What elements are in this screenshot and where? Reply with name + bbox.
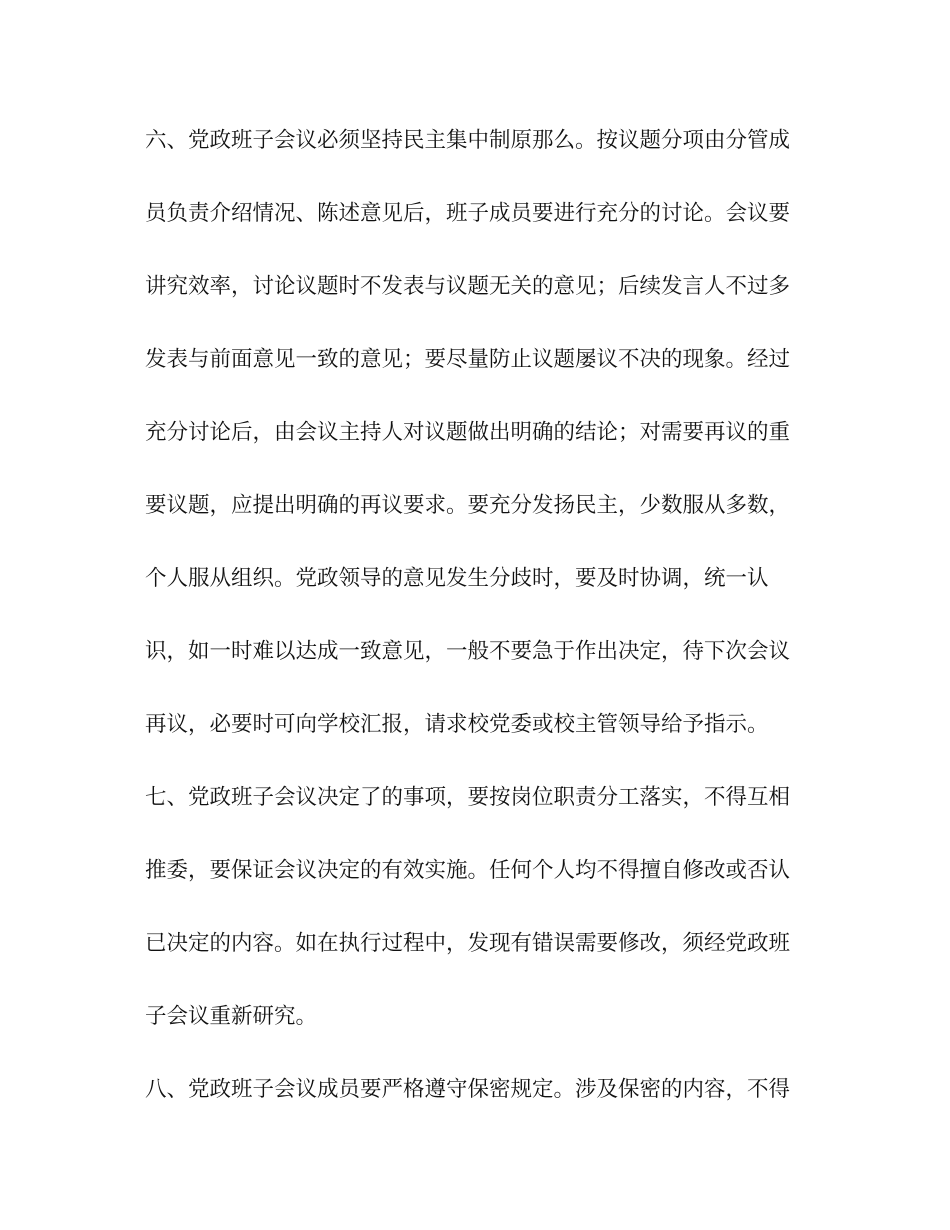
text-line: 充分讨论后，由会议主持人对议题做出明确的结论；对需要再议的重 <box>145 420 791 445</box>
text-line: 识，如一时难以达成一致意见，一般不要急于作出决定，待下次会议 <box>145 639 791 664</box>
text-line: 推委，要保证会议决定的有效实施。任何个人均不得擅自修改或否认 <box>145 858 791 883</box>
text-line: 发表与前面意见一致的意见；要尽量防止议题屡议不决的现象。经过 <box>145 347 791 372</box>
text-line: 七、党政班子会议决定了的事项，要按岗位职责分工落实，不得互相 <box>145 785 791 810</box>
text-line: 再议，必要时可向学校汇报，请求校党委或校主管领导给予指示。 <box>145 712 769 737</box>
text-line: 八、党政班子会议成员要严格遵守保密规定。涉及保密的内容，不得 <box>145 1077 791 1102</box>
text-line: 讲究效率，讨论议题时不发表与议题无关的意见；后续发言人不过多 <box>145 274 791 299</box>
text-line: 要议题，应提出明确的再议要求。要充分发扬民主，少数服从多数， <box>145 493 791 518</box>
text-line: 员负责介绍情况、陈述意见后，班子成员要进行充分的讨论。会议要 <box>145 201 791 226</box>
text-line: 个人服从组织。党政领导的意见发生分歧时，要及时协调，统一认 <box>145 566 769 591</box>
text-line: 子会议重新研究。 <box>145 1004 318 1029</box>
text-line: 六、党政班子会议必须坚持民主集中制原那么。按议题分项由分管成 <box>145 128 791 153</box>
text-line: 已决定的内容。如在执行过程中，发现有错误需要修改，须经党政班 <box>145 931 791 956</box>
document-body <box>145 118 805 1140</box>
